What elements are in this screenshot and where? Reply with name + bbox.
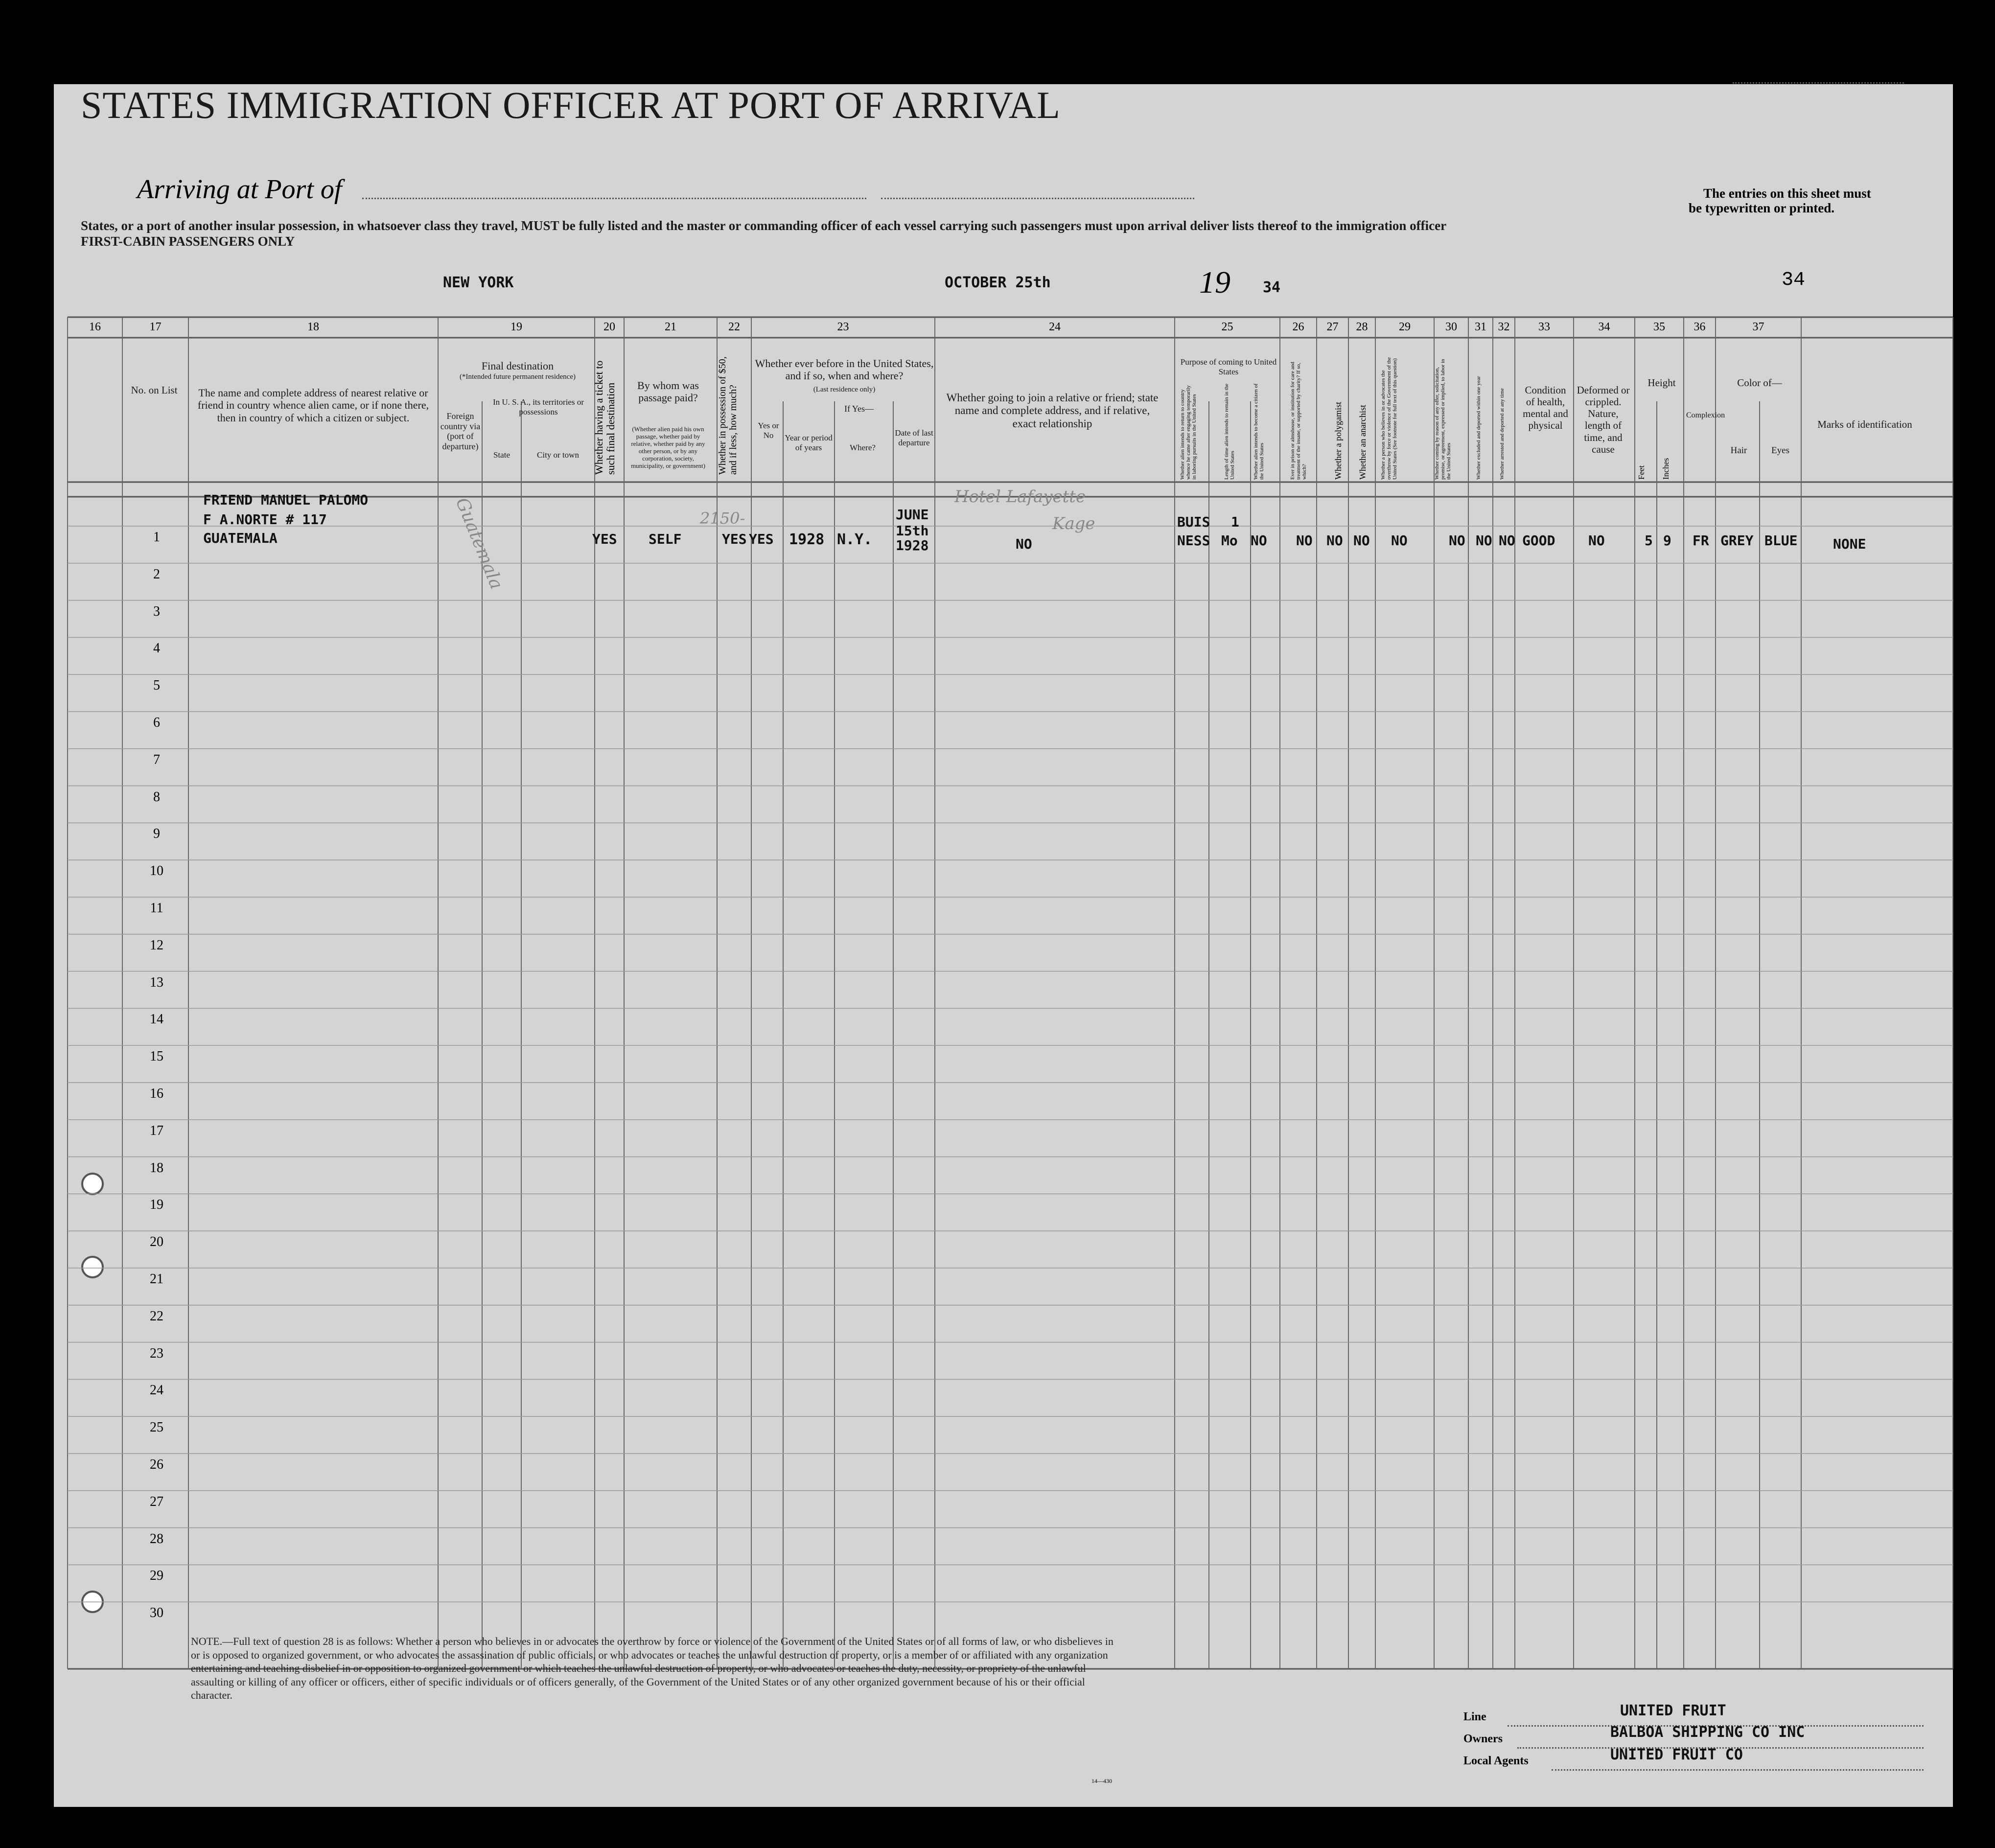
row-number: 5	[153, 678, 160, 693]
header-anarchist: Whether an anarchist	[1358, 405, 1368, 480]
header-length-of-time: Length of time alien intends to remain in the United States	[1224, 383, 1236, 480]
row-number: 29	[150, 1568, 163, 1584]
line-label: Line	[1463, 1710, 1486, 1723]
agents-label: Local Agents	[1463, 1755, 1529, 1767]
row-number: 22	[150, 1308, 163, 1324]
header-final-destination-sub: (*Intended future permanent residence)	[460, 373, 576, 381]
first-cabin-label: FIRST-CABIN PASSENGERS ONLY	[81, 234, 295, 249]
row-number: 2	[153, 566, 160, 582]
row-number: 8	[153, 789, 160, 805]
owners-value: BALBOA SHIPPING CO INC	[1610, 1724, 1805, 1741]
header-arrested: Whether arrested and deported at any time	[1499, 388, 1505, 480]
column-number: 34	[1598, 321, 1610, 333]
header-final-destination: Final destination	[481, 360, 554, 372]
header-hair: Hair	[1730, 445, 1747, 456]
row-number: 20	[150, 1234, 163, 1250]
column-number: 17	[149, 321, 162, 333]
row-number: 16	[150, 1086, 163, 1101]
column-number: 28	[1356, 321, 1368, 333]
hotel-note-handwritten-2: Kage	[1052, 514, 1095, 533]
date-value: OCTOBER 25th	[945, 274, 1051, 291]
row-number: 1	[153, 530, 160, 545]
deported-value: NO	[1499, 532, 1515, 549]
header-relative: The name and complete address of nearest relative or friend in country whence alien came, or if none there, then in country of which a citizen or subject.	[197, 387, 429, 424]
hotel-note-handwritten: Hotel Lafayette	[954, 487, 1086, 507]
column-number: 21	[665, 321, 676, 333]
column-number: 35	[1653, 321, 1665, 333]
arriving-label: Arriving at Port of	[137, 174, 342, 205]
inches-value: 9	[1663, 532, 1671, 549]
row-number: 13	[150, 974, 163, 990]
polygamist-value: NO	[1326, 532, 1343, 549]
row-number: 26	[150, 1457, 163, 1472]
paid-by-value: SELF	[649, 531, 682, 547]
eyes-value: BLUE	[1764, 532, 1798, 549]
column-number: 27	[1326, 321, 1339, 333]
money-handwritten: 2150-	[700, 509, 745, 528]
relative-name: FRIEND MANUEL PALOMO	[203, 492, 369, 508]
hair-value: GREY	[1720, 532, 1754, 549]
header-no-on-list: No. on List	[131, 384, 178, 396]
column-number: 22	[728, 321, 740, 333]
ticket-value: YES	[592, 531, 617, 547]
port-value: NEW YORK	[443, 274, 514, 291]
last-departure-year: 1928	[896, 537, 929, 554]
header-state: State	[493, 450, 510, 460]
header-excluded: Whether excluded and deported within one year	[1476, 376, 1482, 480]
row-number: 6	[153, 715, 160, 730]
header-yes-no: Yes or No	[758, 421, 779, 440]
owners-label: Owners	[1463, 1732, 1503, 1745]
header-ever-before-sub: (Last residence only)	[813, 386, 876, 393]
header-overthrow: Whether a person who believes in or advocates the overthrow by force or violence of the Government of the United States (See footnote for full text of this question)	[1380, 357, 1398, 480]
row-number: 19	[150, 1197, 163, 1213]
header-intends-citizen: Whether alien intends to become a citizen of the United States	[1253, 383, 1265, 480]
header-where: Where?	[850, 443, 876, 452]
relative-country: GUATEMALA	[203, 530, 278, 546]
column-number: 37	[1752, 321, 1764, 333]
length-value-2: Mo	[1221, 532, 1238, 549]
column-number: 36	[1693, 321, 1706, 333]
excluded-value: NO	[1476, 532, 1492, 549]
column-number: 25	[1221, 321, 1233, 333]
join-relative-value: NO	[1016, 536, 1032, 552]
header-labor-offer: Whether coming by reason of any offer, solicitation, promise, or agreement, expressed or implied, to labor in the United States	[1434, 359, 1452, 480]
header-ticket: Whether having a ticket to such final destination	[593, 360, 617, 475]
money-value: YES	[722, 531, 747, 547]
row-number: 18	[150, 1160, 163, 1176]
row-number: 23	[150, 1345, 163, 1361]
complexion-value: FR	[1693, 532, 1709, 549]
length-value-1: 1	[1231, 514, 1239, 530]
column-number: 29	[1399, 321, 1411, 333]
column-number: 26	[1292, 321, 1304, 333]
purpose-value-1: BUIS	[1177, 514, 1210, 530]
row-number: 27	[150, 1494, 163, 1509]
header-paid-by-sub: (Whether alien paid his own passage, whether paid by relative, whether paid by any other person, or by any corporation, society, municipality, or government)	[631, 425, 705, 469]
marks-value: NONE	[1833, 536, 1866, 552]
form-title: STATES IMMIGRATION OFFICER AT PORT OF ARRIVAL	[81, 84, 1061, 126]
feet-value: 5	[1645, 532, 1653, 549]
row-number: 14	[150, 1012, 163, 1027]
header-foreign-country: Foreign country via (port of departure)	[440, 411, 481, 452]
column-number: 18	[307, 321, 319, 333]
last-departure-day: 15th	[896, 523, 929, 539]
column-number: 23	[837, 321, 849, 333]
citizen-value: NO	[1251, 532, 1267, 549]
foreign-country-handwritten: Guatemala	[451, 495, 507, 592]
header-health: Condition of health, mental and physical	[1523, 384, 1568, 432]
header-polygamist: Whether a polygamist	[1333, 402, 1343, 480]
column-number: 20	[603, 321, 615, 333]
row-number: 24	[150, 1383, 163, 1398]
last-departure-month: JUNE	[896, 507, 929, 523]
relative-street: F A.NORTE # 117	[203, 511, 327, 528]
header-in-usa: In U. S. A., its territories or possessions	[492, 397, 584, 416]
header-eyes: Eyes	[1771, 445, 1789, 456]
deformed-value: NO	[1588, 532, 1605, 549]
header-purpose: Purpose of coming to United States	[1180, 357, 1277, 376]
health-value: GOOD	[1522, 532, 1555, 549]
page-number: 34	[1782, 269, 1806, 291]
overthrow-value: NO	[1391, 532, 1408, 549]
entries-note-1: The entries on this sheet must	[1703, 186, 1871, 201]
row-number: 25	[150, 1420, 163, 1435]
column-number: 30	[1445, 321, 1457, 333]
header-money: Whether in possession of $50, and if less, how much?	[717, 356, 739, 475]
row-number: 9	[153, 826, 160, 842]
column-number: 33	[1538, 321, 1550, 333]
year-suffix: 34	[1263, 279, 1281, 296]
header-height: Height	[1647, 377, 1676, 389]
row-number: 17	[150, 1123, 163, 1138]
line-value: UNITED FRUIT	[1620, 1702, 1726, 1719]
form-number: 14—430	[1091, 1778, 1112, 1784]
footnote-question-28: NOTE.—Full text of question 28 is as follows: Whether a person who believes in or advocates the overthrow by force or violence of the Government of the United States or of all forms of law, or who disbelieves in or is opposed to organized government, or who advocates the assassination of public officials, or who advocates or teaches the unlawful destruction of property, or is a member of or affiliated with any organization entertaining and teaching disbelief in or opposition to organized government or which teaches the unlawful destruction of property, or who advocates or teaches the duty, necessity, or propriety of the unlawful assaulting or killing of any officer or officers, either of specific individuals or of officers generally, of the Government of the United States or of any other organized government because of his or their official character.	[191, 1635, 1113, 1701]
header-year-period: Year or period of years	[785, 433, 833, 452]
header-complexion: Complexion	[1686, 411, 1725, 419]
row-number: 28	[150, 1531, 163, 1547]
header-city: City or town	[537, 450, 579, 460]
header-purpose-return: Whether alien intends to return to country whence he came after engaging temporarily in laboring pursuits in the United States	[1180, 385, 1198, 480]
header-paid-by: By whom was passage paid?	[637, 379, 699, 404]
column-number: 19	[510, 321, 522, 333]
anarchist-value: NO	[1353, 532, 1370, 549]
year-prefix: 19	[1199, 265, 1230, 300]
header-ever-before: Whether ever before in the United States, and if so, when and where?	[755, 357, 934, 382]
row-number: 11	[150, 901, 163, 916]
header-feet: Feet	[1637, 465, 1646, 480]
labor-offer-value: NO	[1449, 532, 1465, 549]
header-last-departure: Date of last departure	[895, 428, 933, 447]
row-number: 7	[153, 752, 160, 767]
before-yes-no: YES	[749, 531, 774, 547]
list-label: List	[1684, 62, 1718, 87]
header-prison: Ever in prison or almshouse, or institution for care and treatment of the insane, or supported by charity? If so, which?	[1290, 362, 1308, 480]
column-number: 32	[1498, 321, 1510, 333]
header-inches: Inches	[1661, 458, 1670, 480]
form-subtitle: States, or a port of another insular possession, in whatsoever class they travel, MUST be fully listed and the master or commanding officer of each vessel carrying such passengers must upon arrival deliver lists thereof to the immigration officer	[81, 218, 1447, 233]
header-join-relative: Whether going to join a relative or friend; state name and complete address, and if relative, exact relationship	[946, 392, 1159, 430]
row-number: 12	[150, 937, 163, 953]
row-number: 15	[150, 1049, 163, 1064]
row-number: 10	[150, 863, 163, 879]
header-color-of: Color of—	[1737, 377, 1782, 389]
purpose-value-2: NESS	[1177, 532, 1210, 549]
header-deformed: Deformed or crippled. Nature, length of time, and cause	[1577, 384, 1630, 455]
agents-value: UNITED FRUIT CO	[1610, 1746, 1743, 1763]
column-number: 24	[1049, 321, 1061, 333]
entries-note-2: be typewritten or printed.	[1689, 201, 1834, 215]
header-marks: Marks of identification	[1817, 418, 1912, 430]
agents-rule	[1552, 1769, 1924, 1771]
before-where: N.Y.	[837, 531, 873, 548]
row-number: 21	[150, 1271, 163, 1287]
header-if-yes: If Yes—	[844, 404, 874, 414]
before-year: 1928	[789, 531, 825, 548]
prison-value: NO	[1296, 532, 1313, 549]
column-number: 16	[89, 321, 101, 333]
row-number: 4	[153, 641, 160, 656]
row-number: 3	[153, 603, 160, 619]
row-number: 30	[150, 1605, 163, 1621]
column-number: 31	[1475, 321, 1486, 333]
